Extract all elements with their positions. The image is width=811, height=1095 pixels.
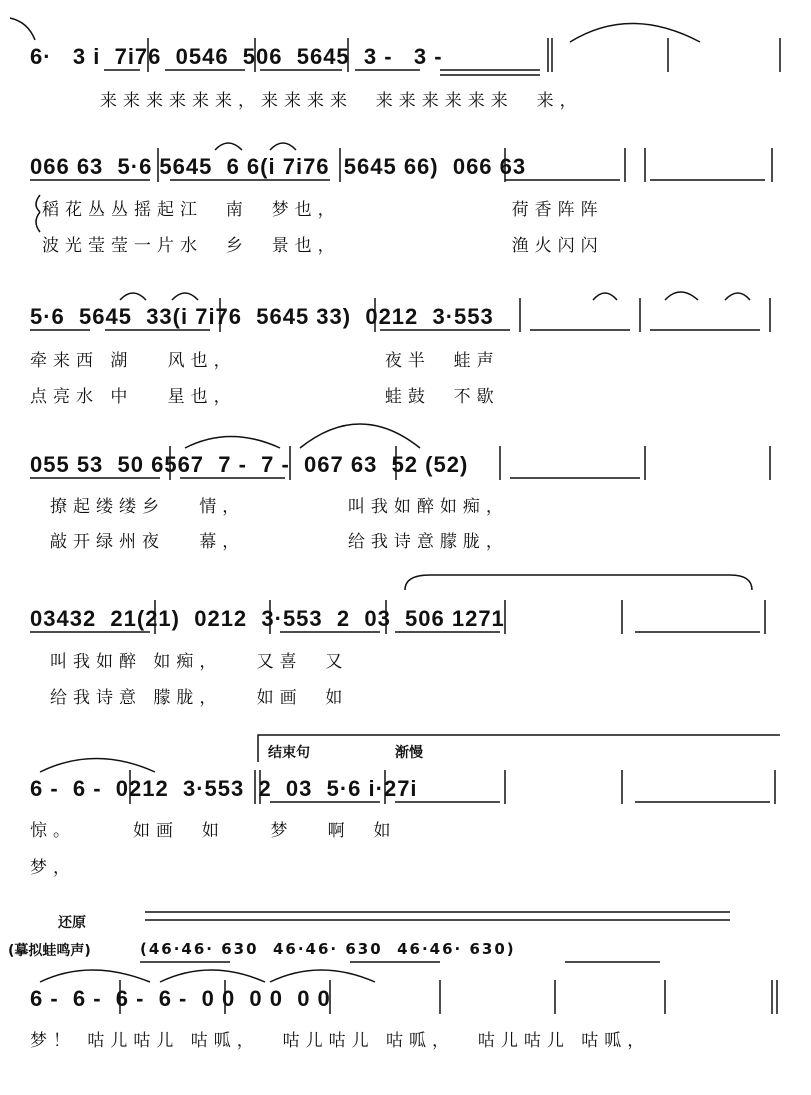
frog-label: (摹拟蛙鸣声) <box>8 943 91 959</box>
notation-line-2: 066 63 5·6 5645 6 6(i 7i76 5645 66) 066 63 <box>30 154 527 179</box>
lyric-line-2a: 稻花丛丛摇起江 南 梦也， 荷香阵阵 <box>42 200 604 220</box>
restore-label: 还原 <box>58 915 86 931</box>
lyric-line-5a: 叫我如醉 如痴， 又喜 又 <box>50 652 349 672</box>
notation-line-1: 6· 3 i 7i76 0546 506 5645 3 - 3 - <box>30 44 443 69</box>
lyric-line-6a: 惊。 如画 如 梦 啊 如 <box>30 821 397 841</box>
notation-line-3: 5·6 5645 33(i 7i76 5645 33) 0212 3·553 <box>30 304 494 329</box>
lyric-line-3a: 牵来西 湖 风也， 夜半 蛙声 <box>30 351 500 371</box>
lyric-line-2b: 波光莹莹一片水 乡 景也， 渔火闪闪 <box>42 236 604 256</box>
notation-line-6: 6 - 6 - 0212 3·553 2 03 5·6 i·27i <box>30 776 418 801</box>
lyric-line-4a: 撩起缕缕乡 情， 叫我如醉如痴， <box>50 497 509 517</box>
lyric-line-6b: 梦， <box>30 858 76 878</box>
notation-line-4: 055 53 50 6567 7 - 7 - 067 63 52 (52) <box>30 452 469 477</box>
lyric-line-7a: 梦！ 咕儿咕儿 咕呱， 咕儿咕儿 咕呱， 咕儿咕儿 咕呱， <box>30 1031 651 1051</box>
lyric-line-5b: 给我诗意 朦胧， 如画 如 <box>50 688 349 708</box>
lyric-line-1a: 来来来来来来，来来来来 来来来来来来 来， <box>100 91 583 111</box>
ritard-label: 渐慢 <box>395 745 423 761</box>
ending-label: 结束句 <box>268 745 310 761</box>
lyric-line-4b: 敲开绿州夜 幕， 给我诗意朦胧， <box>50 532 509 552</box>
frog-notation: (46·46· 630 46·46· 630 46·46· 630) <box>140 940 516 958</box>
notation-line-5: 03432 21(21) 0212 3·553 2 03 506 1271 <box>30 606 505 631</box>
lyric-line-3b: 点亮水 中 星也， 蛙鼓 不歇 <box>30 387 500 407</box>
notation-line-7: 6 - 6 - 6 - 6 - 0 0 0 0 0 0 <box>30 986 331 1011</box>
